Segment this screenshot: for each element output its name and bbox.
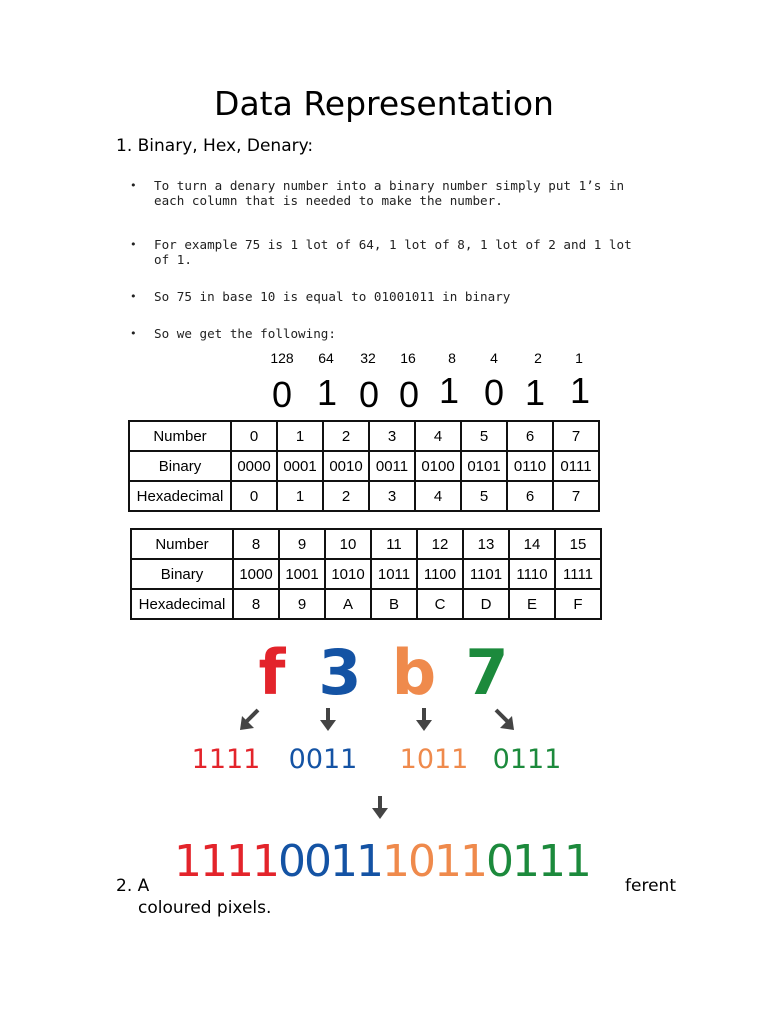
table-cell: 1101 xyxy=(463,559,509,589)
place-value: 1 xyxy=(575,350,583,366)
table-cell: F xyxy=(555,589,601,619)
section-heading-binary-hex-denary: 1. Binary, Hex, Denary: xyxy=(116,136,314,156)
place-value-row xyxy=(0,350,768,370)
table-cell: 1111 xyxy=(555,559,601,589)
table-cell: 9 xyxy=(279,529,325,559)
table-cell: 0000 xyxy=(231,451,277,481)
nibble: 0111 xyxy=(492,744,562,775)
table-row xyxy=(129,451,599,481)
arrow-down-icon xyxy=(314,706,342,734)
nibble: 0011 xyxy=(288,744,358,775)
table-cell: 0011 xyxy=(369,451,415,481)
table-cell: 2 xyxy=(323,421,369,451)
table-cell: 0010 xyxy=(323,451,369,481)
binary-group: 1111 xyxy=(174,836,278,887)
list-item: • So we get the following: xyxy=(130,326,650,341)
row-label: Number xyxy=(129,421,231,451)
table-cell: 1000 xyxy=(233,559,279,589)
table-cell: C xyxy=(417,589,463,619)
place-value: 32 xyxy=(360,350,376,366)
table-cell: 8 xyxy=(233,529,279,559)
table-cell: A xyxy=(325,589,371,619)
table-cell: 1001 xyxy=(279,559,325,589)
table-cell: 9 xyxy=(279,589,325,619)
table-cell: 1 xyxy=(277,481,323,511)
row-label: Hexadecimal xyxy=(129,481,231,511)
table-cell: 13 xyxy=(463,529,509,559)
table-cell: 6 xyxy=(507,481,553,511)
binary-group: 0011 xyxy=(277,836,382,887)
place-value: 4 xyxy=(490,350,498,366)
place-value: 128 xyxy=(270,350,294,366)
table-cell: 0100 xyxy=(415,451,461,481)
table-cell: 0110 xyxy=(507,451,553,481)
table-cell: 7 xyxy=(553,481,599,511)
section-2-line-end: ferent xyxy=(625,876,676,896)
table-cell: 2 xyxy=(323,481,369,511)
binary-digit: 1 xyxy=(569,370,591,411)
table-cell: 0 xyxy=(231,481,277,511)
section-2-line-start: 2. A xyxy=(116,876,150,896)
table-cell: 1110 xyxy=(509,559,555,589)
binary-digit: 0 xyxy=(398,374,420,415)
table-cell: 1011 xyxy=(371,559,417,589)
row-label: Hexadecimal xyxy=(131,589,233,619)
hex-char: 7 xyxy=(465,636,509,709)
table-cell: 0101 xyxy=(461,451,507,481)
place-value: 16 xyxy=(400,350,416,366)
page-title: Data Representation xyxy=(214,84,554,123)
table-cell: 3 xyxy=(369,421,415,451)
binary-digit: 0 xyxy=(271,374,293,415)
table-row xyxy=(131,589,601,619)
table-cell: 5 xyxy=(461,421,507,451)
place-value: 2 xyxy=(534,350,542,366)
table-cell: 0 xyxy=(231,421,277,451)
binary-group: 1011 xyxy=(381,836,486,887)
binary-group: 0111 xyxy=(485,836,590,887)
conversion-table-8-15 xyxy=(130,528,602,620)
place-value: 64 xyxy=(318,350,334,366)
section-2-line-2: coloured pixels. xyxy=(138,898,272,918)
hex-example-f3b7 xyxy=(0,636,768,709)
list-item: • For example 75 is 1 lot of 64, 1 lot of 8, 1 lot of 2 and 1 lot of 1. xyxy=(130,237,650,267)
nibble: 1111 xyxy=(191,744,261,775)
table-cell: 10 xyxy=(325,529,371,559)
table-row xyxy=(129,421,599,451)
row-label: Binary xyxy=(131,559,233,589)
row-label: Number xyxy=(131,529,233,559)
place-value: 8 xyxy=(448,350,456,366)
table-cell: E xyxy=(509,589,555,619)
table-cell: 5 xyxy=(461,481,507,511)
hex-char: 3 xyxy=(318,636,362,709)
table-row xyxy=(129,481,599,511)
binary-digit: 1 xyxy=(438,370,460,411)
conversion-table-0-7 xyxy=(128,420,600,512)
table-cell: D xyxy=(463,589,509,619)
list-item: • So 75 in base 10 is equal to 01001011 in binary xyxy=(130,289,650,304)
table-row xyxy=(131,559,601,589)
combined-binary-result xyxy=(170,836,594,892)
table-cell: 3 xyxy=(369,481,415,511)
table-cell: 15 xyxy=(555,529,601,559)
table-cell: 12 xyxy=(417,529,463,559)
table-cell: 0001 xyxy=(277,451,323,481)
binary-digit-row xyxy=(0,370,768,418)
table-cell: B xyxy=(371,589,417,619)
arrow-down-icon xyxy=(410,706,438,734)
table-cell: 4 xyxy=(415,421,461,451)
list-item: • To turn a denary number into a binary number simply put 1’s in each column that is needed to make the number. xyxy=(130,178,650,208)
binary-digit: 1 xyxy=(524,372,546,413)
table-cell: 11 xyxy=(371,529,417,559)
table-cell: 14 xyxy=(509,529,555,559)
hex-char: f xyxy=(258,636,286,709)
binary-digit: 0 xyxy=(483,372,505,413)
table-cell: 1 xyxy=(277,421,323,451)
arrow-down-left-icon xyxy=(236,706,264,734)
row-label: Binary xyxy=(129,451,231,481)
binary-digit: 1 xyxy=(316,372,338,413)
arrow-down-icon xyxy=(366,794,394,822)
table-cell: 4 xyxy=(415,481,461,511)
table-cell: 1010 xyxy=(325,559,371,589)
nibble: 1011 xyxy=(399,744,469,775)
table-cell: 7 xyxy=(553,421,599,451)
table-cell: 1100 xyxy=(417,559,463,589)
binary-digit: 0 xyxy=(358,374,380,415)
table-cell: 8 xyxy=(233,589,279,619)
table-cell: 0111 xyxy=(553,451,599,481)
nibble-row xyxy=(0,744,768,784)
table-row xyxy=(131,529,601,559)
hex-char: b xyxy=(391,636,437,709)
bullet-list xyxy=(130,178,650,341)
arrow-down-right-icon xyxy=(490,706,518,734)
table-cell: 6 xyxy=(507,421,553,451)
